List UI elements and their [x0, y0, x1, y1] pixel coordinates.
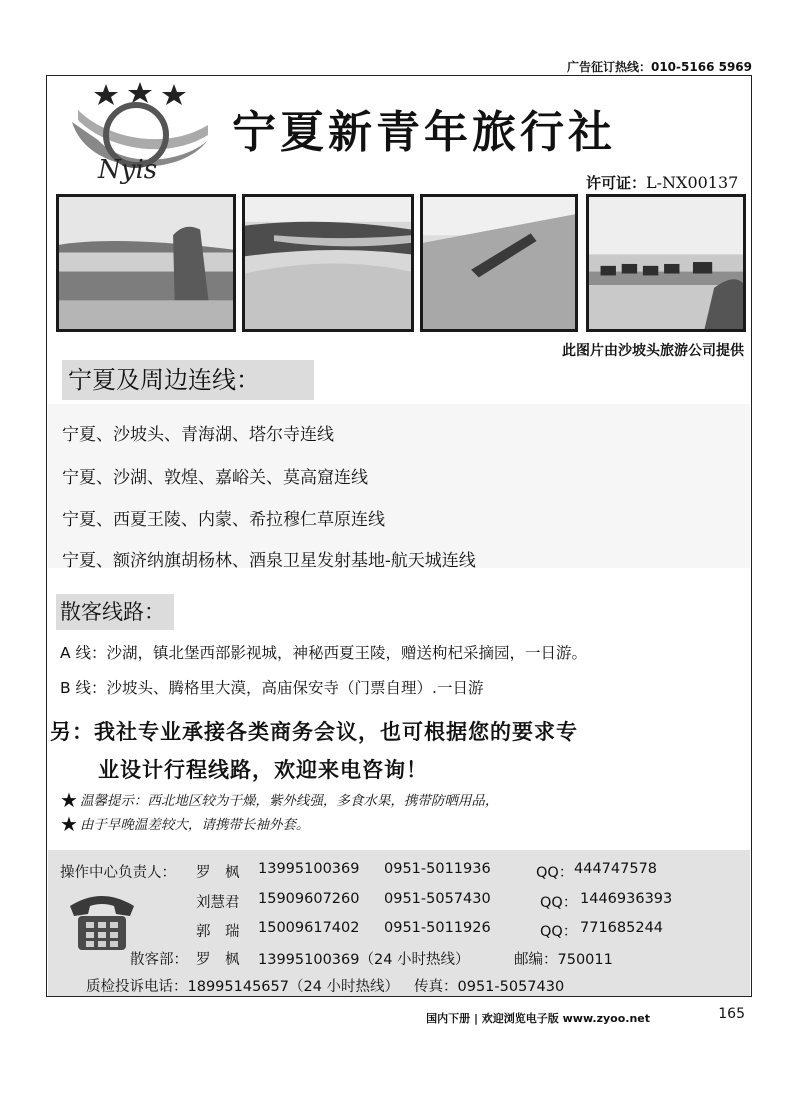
photo-credit: 此图片由沙坡头旅游公司提供	[562, 343, 744, 359]
contact-qq: 771685244	[580, 920, 664, 936]
photo-yellow-river-desert	[242, 194, 414, 332]
route-item: 宁夏、沙湖、敦煌、嘉峪关、莫高窟连线	[62, 468, 368, 488]
retail-mobile: 13995100369（24 小时热线）	[258, 952, 470, 968]
contact-name: 罗 枫	[196, 865, 240, 881]
retail-name: 罗 枫	[196, 952, 240, 968]
complaint-phone: 质检投诉电话：18995145657（24 小时热线）	[86, 979, 400, 995]
tip-line-2	[60, 812, 309, 836]
contact-mobile: 15909607260	[258, 891, 360, 907]
tip-line-1	[60, 788, 498, 812]
contact-qq-label: QQ：	[540, 895, 578, 911]
telephone-icon	[66, 886, 138, 952]
license-label: 许可证：	[586, 174, 647, 192]
retail-label: 散客部：	[130, 952, 188, 968]
star-icon	[94, 84, 118, 105]
star-icon: ★	[60, 812, 78, 836]
postcode: 邮编：750011	[514, 952, 613, 968]
contact-name: 郭 瑞	[196, 924, 240, 940]
line-b: B 线：沙坡头、腾格里大漠，高庙保安寺（门票自理）.一日游	[60, 679, 484, 697]
logo-text: Nyis	[98, 155, 158, 185]
tip-text-1: 温馨提示：西北地区较为干燥，紫外线强，多食水果，携带防晒用品，	[79, 793, 499, 809]
route-item: 宁夏、西夏王陵、内蒙、希拉穆仁草原连线	[62, 510, 385, 530]
contact-mobile: 15009617402	[258, 920, 360, 936]
fax: 传真：0951-5057430	[414, 979, 565, 995]
contact-tel: 0951-5057430	[384, 891, 491, 907]
photo-river-stone	[56, 194, 236, 332]
notice-line-2: 业设计行程线路，欢迎来电咨询！	[98, 757, 428, 782]
star-icon	[128, 82, 152, 103]
contact-tel: 0951-5011926	[384, 920, 491, 936]
contact-tel: 0951-5011936	[384, 861, 491, 877]
contact-mobile: 13995100369	[258, 861, 360, 877]
photo-sand-slide	[420, 194, 578, 332]
agency-logo	[68, 80, 213, 185]
scattered-heading: 散客线路：	[56, 594, 174, 630]
footer-text: 国内下册 | 欢迎浏览电子版 www.zyoo.net	[426, 1012, 650, 1025]
route-item: 宁夏、沙坡头、青海湖、塔尔寺连线	[62, 425, 334, 445]
route-item: 宁夏、额济纳旗胡杨林、酒泉卫星发射基地-航天城连线	[62, 551, 476, 571]
contact-qq: 1446936393	[580, 891, 673, 907]
page-number: 165	[718, 1006, 745, 1022]
photo-camel-caravan	[586, 194, 746, 332]
star-icon	[162, 84, 186, 105]
notice-line-1: 另：我社专业承接各类商务会议，也可根据您的要求专	[50, 719, 578, 744]
contact-name: 刘慧君	[196, 895, 240, 911]
contact-qq-label: QQ：	[536, 865, 574, 881]
license-value: L-NX00137	[646, 173, 739, 192]
ops-label: 操作中心负责人：	[60, 865, 176, 881]
company-name: 宁夏新青年旅行社	[232, 107, 616, 158]
star-icon: ★	[60, 788, 78, 812]
routes-heading: 宁夏及周边连线：	[62, 360, 314, 400]
ad-hotline: 广告征订热线：010-5166 5969	[566, 60, 752, 74]
line-a: A 线：沙湖，镇北堡西部影视城，神秘西夏王陵，赠送枸杞采摘园，一日游。	[60, 644, 588, 662]
contact-qq-label: QQ：	[540, 924, 578, 940]
contact-qq: 444747578	[574, 861, 658, 877]
tip-text-2: 由于早晚温差较大，请携带长袖外套。	[79, 817, 310, 833]
license-number	[586, 172, 738, 193]
